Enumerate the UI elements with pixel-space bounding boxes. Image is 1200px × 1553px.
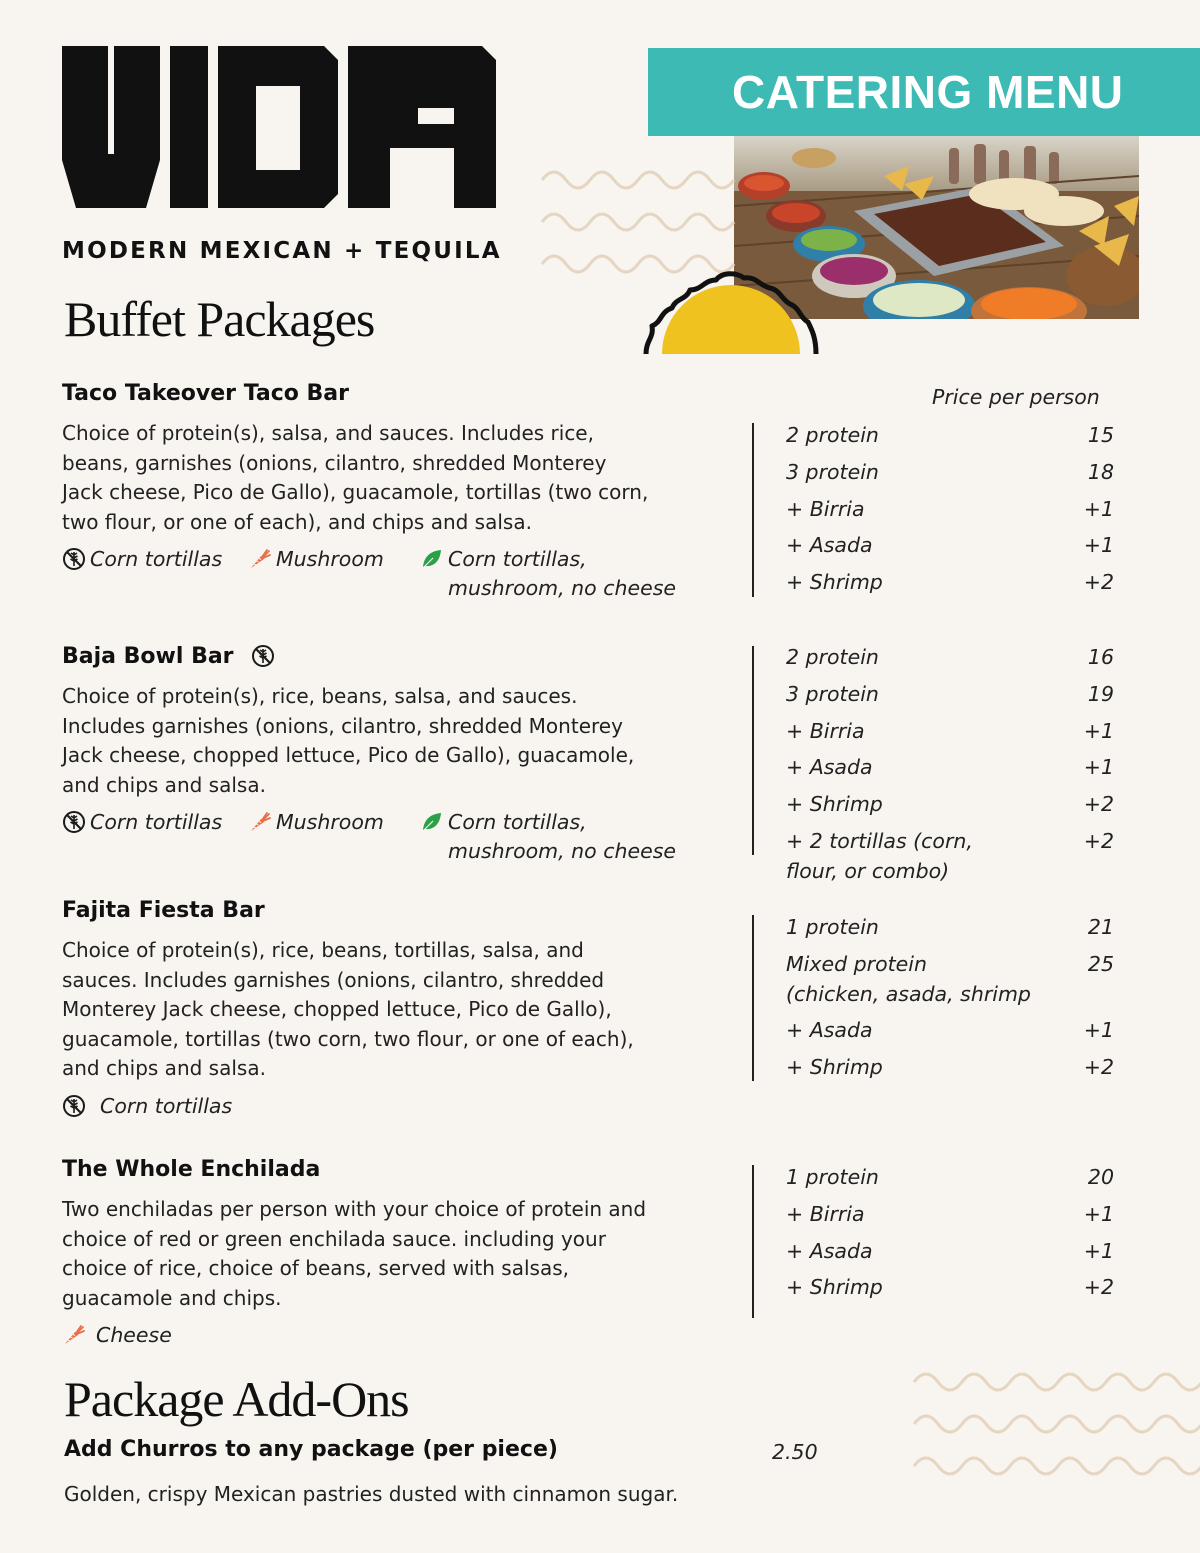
price-row-value: +1: [1083, 1017, 1114, 1042]
gluten-free-option: [62, 547, 222, 571]
package-description: Choice of protein(s), rice, beans, salsa, and sauces. Includes garnishes (onions, cilantro, shredded Monterey Jack cheese, chopped lettuce, Pico de Gallo), guacamole, and chips and salsa.: [62, 684, 635, 797]
buffet-packages-heading: Buffet Packages: [64, 291, 375, 347]
package-taco-takeover: [62, 381, 676, 603]
price-divider: [752, 646, 754, 855]
price-row-label: 2 protein: [786, 645, 879, 669]
price-row: [786, 716, 1114, 753]
sun-decoration: [640, 264, 822, 360]
vegan-label-line2: mushroom, no cheese: [448, 576, 676, 600]
price-row-label: + Asada: [786, 755, 873, 780]
package-description: Choice of protein(s), salsa, and sauces. Includes rice, beans, garnishes (onions, cilantro, shredded Monterey Jack cheese, Pico de Gallo), guacamole, tortillas (two corn, two flour, or one of each), and chips and salsa.: [62, 421, 649, 534]
price-row-label: 3 protein: [786, 681, 879, 706]
price-row: [786, 1236, 1114, 1273]
price-row: [786, 420, 1114, 457]
price-row: [786, 457, 1114, 494]
price-row-value: +2: [1083, 828, 1114, 853]
price-row-value: 15: [1087, 423, 1114, 447]
price-row-label: + 2 tortillas (corn, flour, or combo): [786, 828, 973, 883]
gluten-free-option: [62, 810, 222, 834]
wave-decoration-bottom: [912, 1362, 1200, 1491]
carrot-icon: [62, 1323, 86, 1347]
price-row-label: + Shrimp: [786, 1275, 883, 1300]
price-row: [786, 1015, 1114, 1052]
price-row-value: 16: [1087, 645, 1114, 669]
price-row: [786, 1272, 1114, 1309]
price-row-value: +2: [1083, 792, 1114, 817]
price-row: [786, 1199, 1114, 1236]
price-row-label: + Asada: [786, 1238, 873, 1263]
vida-logo: [62, 46, 502, 218]
package-fajita-fiesta: [62, 898, 652, 1124]
price-row-label: Mixed protein (chicken, asada, shrimp: [786, 951, 1031, 1006]
price-row: [786, 789, 1114, 826]
carrot-icon: [248, 810, 272, 834]
price-row: [786, 567, 1114, 604]
price-row-value: 25: [1087, 951, 1114, 976]
price-row: [786, 1162, 1114, 1199]
price-row-label: + Birria: [786, 1201, 865, 1226]
package-title: [62, 644, 652, 669]
price-row-value: +1: [1083, 718, 1114, 743]
price-row-value: +1: [1083, 496, 1114, 521]
price-row: [786, 949, 1114, 1015]
vegan-label-line2: mushroom, no cheese: [448, 839, 676, 863]
price-row-label: + Asada: [786, 533, 873, 558]
leaf-icon: [420, 810, 444, 834]
price-row-label: 1 protein: [786, 1165, 879, 1189]
price-row: [786, 1052, 1114, 1089]
price-row-label: 2 protein: [786, 423, 879, 447]
package-title-text: Baja Bowl Bar: [62, 644, 234, 669]
price-row-value: +2: [1083, 1054, 1114, 1079]
gluten-free-option: [62, 1094, 232, 1118]
price-row: [786, 494, 1114, 531]
gluten-free-label: Corn tortillas: [90, 810, 223, 834]
price-row: [786, 679, 1114, 716]
price-row-value: +2: [1083, 570, 1114, 595]
price-divider: [752, 1165, 754, 1318]
vegetarian-label: Cheese: [96, 1323, 172, 1347]
price-divider: [752, 915, 754, 1081]
price-row-value: 18: [1087, 459, 1114, 484]
vegan-label-line1: Corn tortillas,: [448, 547, 587, 571]
dietary-options: [62, 543, 676, 603]
catering-menu-banner: CATERING MENU: [648, 48, 1200, 136]
gluten-free-label: Corn tortillas: [100, 1093, 233, 1118]
price-row-label: + Shrimp: [786, 1054, 883, 1079]
price-row-value: 20: [1087, 1165, 1114, 1189]
price-divider: [752, 423, 754, 597]
vegetarian-option: [62, 1323, 172, 1347]
vegetarian-label: Mushroom: [276, 547, 384, 571]
vegetarian-option: [248, 810, 384, 834]
dietary-options: [62, 1090, 652, 1124]
price-per-person-label: Price per person: [932, 385, 1100, 409]
vegan-label-line1: Corn tortillas,: [448, 810, 587, 834]
package-description: Choice of protein(s), rice, beans, tortillas, salsa, and sauces. Includes garnishes (onions, cilantro, shredded Monterey Jack cheese, chopped lettuce, Pico de Gallo), guacamole, tortillas (two corn, two flour, or one of each), and chips and salsa.: [62, 938, 634, 1080]
addon-item-name: Add Churros to any package (per piece): [64, 1437, 558, 1462]
price-row-value: +1: [1083, 1238, 1114, 1263]
package-title: Fajita Fiesta Bar: [62, 898, 265, 923]
price-row: [786, 912, 1114, 949]
package-baja-bowl: [62, 644, 676, 866]
price-row-value: +1: [1083, 533, 1114, 558]
package-title: Taco Takeover Taco Bar: [62, 381, 349, 406]
price-row-label: + Shrimp: [786, 792, 883, 817]
leaf-icon: [420, 547, 444, 571]
price-row-label: + Birria: [786, 718, 865, 743]
price-row-value: 19: [1087, 681, 1114, 706]
package-addons-heading: Package Add-Ons: [64, 1371, 409, 1427]
package-title: The Whole Enchilada: [62, 1157, 321, 1182]
price-row-label: + Asada: [786, 1017, 873, 1042]
package-description: Two enchiladas per person with your choice of protein and choice of red or green enchilada sauce. including your choice of rice, choice of beans, served with salsas, guacamole and chips.: [62, 1197, 647, 1310]
gluten-free-label: Corn tortillas: [90, 547, 223, 571]
addon-item-description: Golden, crispy Mexican pastries dusted with cinnamon sugar.: [64, 1482, 679, 1506]
vida-logo-mark: [62, 46, 502, 214]
price-row: [786, 530, 1114, 567]
price-row-value: +1: [1083, 755, 1114, 780]
carrot-icon: [248, 547, 272, 571]
price-row-label: 1 protein: [786, 915, 879, 939]
price-list-whole-enchilada: [786, 1162, 1114, 1309]
addon-item-price: 2.50: [772, 1440, 818, 1464]
dietary-options: [62, 806, 676, 866]
vegetarian-label: Mushroom: [276, 810, 384, 834]
price-list-taco-takeover: [786, 420, 1114, 604]
gluten-free-icon: [251, 644, 275, 668]
price-row: [786, 826, 1114, 886]
vegan-option: [420, 547, 587, 571]
price-list-baja-bowl: [786, 642, 1114, 886]
price-row-label: + Birria: [786, 496, 865, 521]
tagline: MODERN MEXICAN + TEQUILA: [62, 238, 502, 264]
vegan-option: [420, 810, 587, 834]
price-list-fajita-fiesta: [786, 912, 1114, 1088]
gluten-free-icon: [62, 1094, 86, 1118]
gluten-free-icon: [62, 547, 86, 571]
price-row: [786, 642, 1114, 679]
price-row-value: +1: [1083, 1201, 1114, 1226]
price-row-value: 21: [1087, 915, 1114, 939]
price-row-label: + Shrimp: [786, 570, 883, 595]
price-row: [786, 752, 1114, 789]
dietary-options: [62, 1319, 652, 1353]
package-whole-enchilada: [62, 1157, 652, 1353]
price-row-value: +2: [1083, 1275, 1114, 1300]
price-row-label: 3 protein: [786, 459, 879, 484]
vegetarian-option: [248, 547, 384, 571]
gluten-free-icon: [62, 810, 86, 834]
